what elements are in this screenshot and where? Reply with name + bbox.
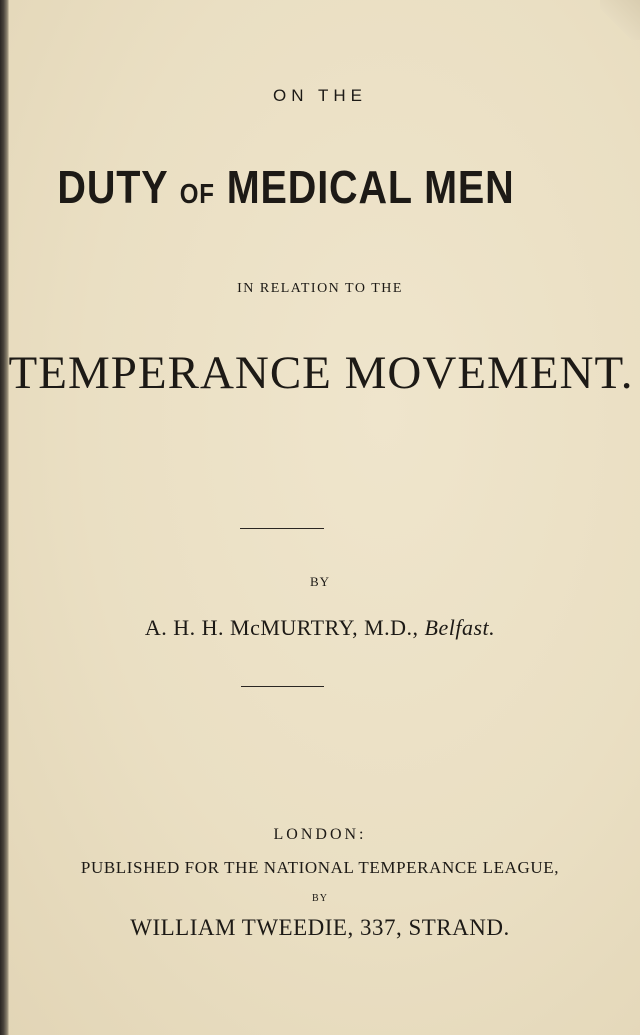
book-binding-edge	[0, 0, 9, 1035]
title-part-of: OF	[179, 178, 215, 209]
divider-rule-top	[240, 528, 324, 529]
divider-rule-bottom	[241, 686, 324, 687]
imprint-city: LONDON:	[273, 826, 367, 843]
author-place: Belfast.	[424, 615, 496, 640]
relation-line: IN RELATION TO THE	[237, 281, 403, 296]
imprint-by-label: BY	[312, 893, 328, 904]
author-line	[0, 615, 640, 641]
imprint-publisher: WILLIAM TWEEDIE, 337, STRAND.	[130, 915, 510, 940]
main-title	[49, 160, 524, 214]
author-name: A. H. H. McMURTRY, M.D.,	[144, 615, 419, 640]
title-part-medical-men: MEDICAL MEN	[226, 161, 515, 213]
imprint-published-for: PUBLISHED FOR THE NATIONAL TEMPERANCE LEAGUE,	[80, 858, 560, 877]
page-corner	[600, 0, 640, 40]
heading-on-the: ON THE	[273, 86, 367, 105]
title-part-duty: DUTY	[57, 161, 168, 213]
subject-title: TEMPERANCE MOVEMENT.	[8, 347, 634, 399]
by-label: BY	[309, 574, 331, 589]
